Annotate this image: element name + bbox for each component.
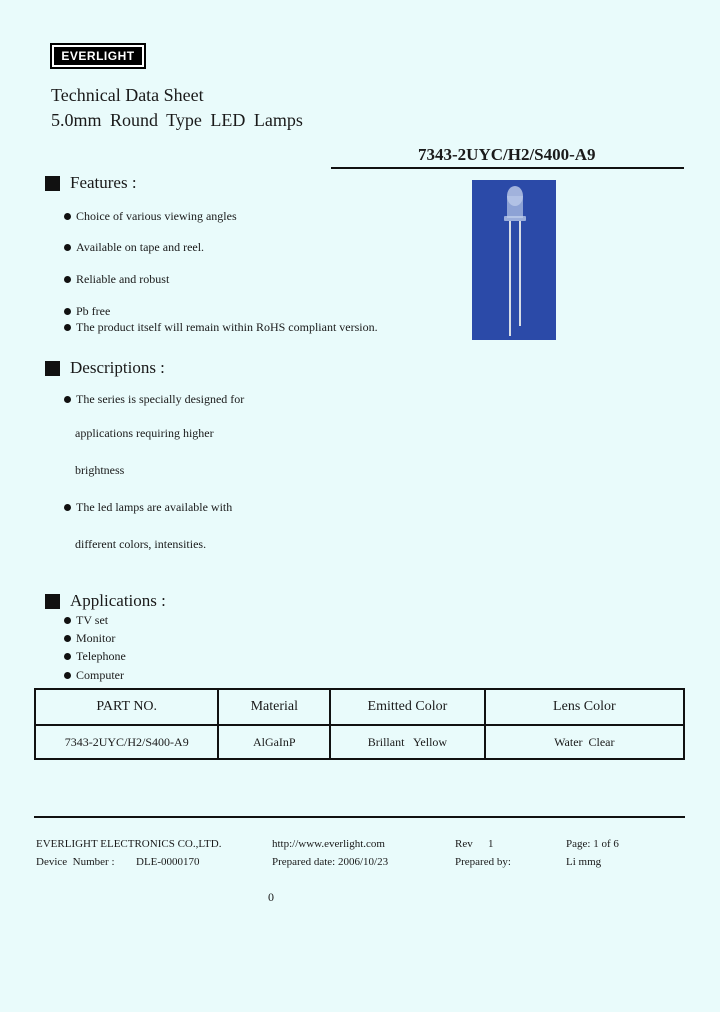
description-item <box>64 500 232 515</box>
footer-page: Page: 1 of 6 <box>566 838 619 850</box>
description-text: The series is specially designed for <box>76 392 245 406</box>
logo-text: EVERLIGHT <box>54 47 142 65</box>
bullet-icon <box>64 324 71 331</box>
bullet-icon <box>64 617 71 624</box>
page-marker: 0 <box>268 890 274 904</box>
table-header-cell: Lens Color <box>485 689 684 725</box>
application-item <box>64 649 126 664</box>
application-text: Monitor <box>76 631 116 645</box>
led-lamp-photo <box>472 180 556 340</box>
table-header-cell: Emitted Color <box>330 689 485 725</box>
part-number-heading: 7343-2UYC/H2/S400-A9 <box>418 145 596 164</box>
feature-item <box>64 320 378 335</box>
footer-prepared-date: Prepared date: 2006/10/23 <box>272 856 389 868</box>
feature-text: The product itself will remain within RoHS compliant version. <box>76 320 378 334</box>
bullet-icon <box>64 213 71 220</box>
bullet-icon <box>64 653 71 660</box>
footer-rule <box>34 816 685 818</box>
features-heading-text: Features : <box>70 173 137 192</box>
application-text: TV set <box>76 613 109 627</box>
footer-device-number: DLE-0000170 <box>136 856 200 868</box>
description-text: applications requiring higher <box>75 426 214 440</box>
table-header-row <box>35 689 684 725</box>
square-bullet-icon <box>45 176 60 191</box>
led-lamp-icon <box>472 180 556 340</box>
footer-company: EVERLIGHT ELECTRONICS CO.,LTD. <box>36 838 222 850</box>
bullet-icon <box>64 672 71 679</box>
feature-item <box>64 304 110 319</box>
footer-prepared-by: Li mmg <box>566 856 602 868</box>
header-rule <box>331 167 684 169</box>
feature-text: Choice of various viewing angles <box>76 209 237 223</box>
feature-text: Pb free <box>76 304 111 318</box>
bullet-icon <box>64 244 71 251</box>
feature-item <box>64 240 204 255</box>
footer-rev-value: 1 <box>488 838 494 850</box>
application-text: Telephone <box>76 649 126 663</box>
table-header-cell: PART NO. <box>35 689 218 725</box>
table-cell: AlGaInP <box>218 725 330 759</box>
bullet-icon <box>64 396 71 403</box>
table-cell: Water Clear <box>485 725 684 759</box>
footer-prepared-by-label: Prepared by: <box>455 856 511 868</box>
everlight-logo <box>50 43 146 69</box>
table-row <box>35 725 684 759</box>
feature-text: Reliable and robust <box>76 272 170 286</box>
bullet-icon <box>64 504 71 511</box>
application-item <box>64 631 115 646</box>
footer-device-label: Device Number : <box>36 856 115 868</box>
square-bullet-icon <box>45 361 60 376</box>
application-item <box>64 668 124 683</box>
description-text: different colors, intensities. <box>75 537 207 551</box>
table-cell: 7343-2UYC/H2/S400-A9 <box>35 725 218 759</box>
descriptions-heading <box>45 358 165 378</box>
table-header-cell: Material <box>218 689 330 725</box>
description-text: brightness <box>75 463 125 477</box>
descriptions-heading-text: Descriptions : <box>70 358 165 377</box>
application-item <box>64 613 108 628</box>
doc-title: Technical Data Sheet <box>51 85 204 105</box>
spec-table <box>34 688 685 760</box>
footer-url: http://www.everlight.com <box>272 838 385 850</box>
footer-rev-label: Rev <box>455 838 473 850</box>
square-bullet-icon <box>45 594 60 609</box>
features-heading <box>45 173 137 193</box>
feature-text: Available on tape and reel. <box>76 240 205 254</box>
description-item <box>64 392 244 407</box>
bullet-icon <box>64 276 71 283</box>
bullet-icon <box>64 635 71 642</box>
applications-heading-text: Applications : <box>70 591 166 610</box>
table-cell: Brillant Yellow <box>330 725 485 759</box>
bullet-icon <box>64 308 71 315</box>
applications-heading <box>45 591 166 611</box>
feature-item <box>64 209 237 224</box>
description-text: The led lamps are available with <box>76 500 233 514</box>
feature-item <box>64 272 169 287</box>
application-text: Computer <box>76 668 124 682</box>
doc-subtitle: 5.0mm Round Type LED Lamps <box>51 110 303 130</box>
